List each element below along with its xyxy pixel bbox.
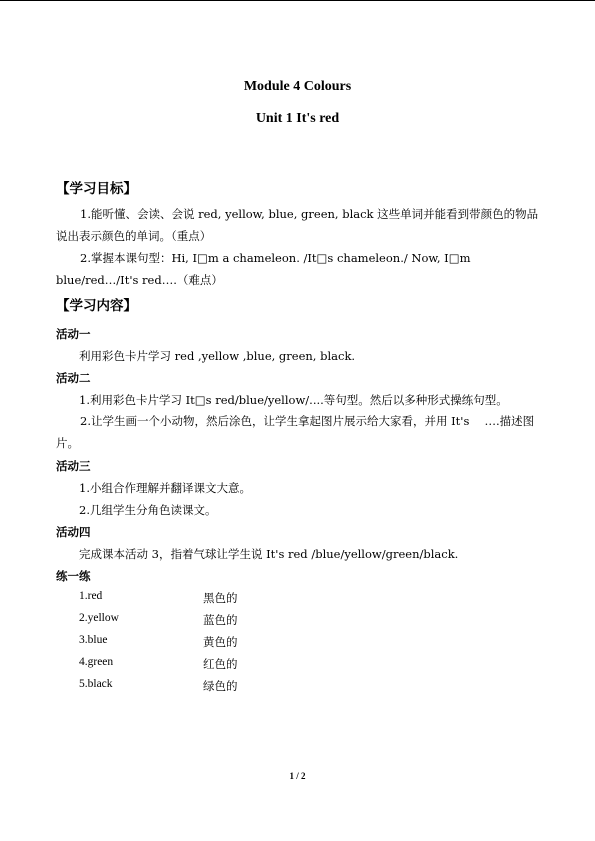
activity-4-line-1: 完成课本活动 3，指着气球让学生说 It's red /blue/yellow/green/black. [79, 547, 459, 561]
practice-meaning-1: 黑色的 [203, 591, 238, 605]
activity-3-line-2: 2.几组学生分角色读课文。 [79, 503, 217, 517]
practice-heading: 练一练 [56, 569, 91, 583]
practice-word-2: 2.yellow [79, 612, 119, 624]
practice-word-1: 1.red [79, 590, 103, 602]
practice-meaning-5: 绿色的 [203, 679, 238, 693]
objectives-heading: 【学习目标】 [56, 181, 137, 197]
activity-1-line-1: 利用彩色卡片学习 red ,yellow ,blue, green, black. [79, 349, 356, 363]
page-number: 1 / 2 [289, 771, 306, 781]
activity-1-title: 活动一 [56, 327, 91, 341]
page-top-rule [0, 0, 595, 1]
activity-2-line-2: 2.让学生画一个小动物，然后涂色，让学生拿起图片展示给大家看，并用 It's ….描述图片。 [56, 414, 535, 450]
practice-word-5: 5.black [79, 678, 113, 690]
practice-meaning-4: 红色的 [203, 657, 238, 671]
content-heading: 【学习内容】 [56, 298, 137, 314]
activity-2-title: 活动二 [56, 371, 91, 385]
activity-2-line-1: 1.利用彩色卡片学习 It□s red/blue/yellow/....等句型。然后以多种形式操练句型。 [79, 393, 508, 407]
objective-item-2: 2.掌握本课句型：Hi, I□m a chameleon. /It□s chameleon./ Now, I□m blue/red…/It's red….（难点） [56, 251, 471, 287]
objective-item-1: 1.能听懂、会读、会说 red, yellow, blue, green, black 这些单词并能看到带颜色的物品说出表示颜色的单词。（重点） [56, 207, 539, 243]
practice-word-3: 3.blue [79, 634, 108, 646]
practice-meaning-3: 黄色的 [203, 635, 238, 649]
practice-meaning-2: 蓝色的 [203, 613, 238, 627]
practice-word-4: 4.green [79, 656, 114, 668]
page-title: Module 4 Colours [243, 79, 352, 94]
page-subtitle: Unit 1 It's red [255, 111, 340, 126]
activity-3-title: 活动三 [56, 459, 91, 473]
activity-4-title: 活动四 [56, 525, 91, 539]
activity-3-line-1: 1.小组合作理解并翻译课文大意。 [79, 481, 251, 495]
